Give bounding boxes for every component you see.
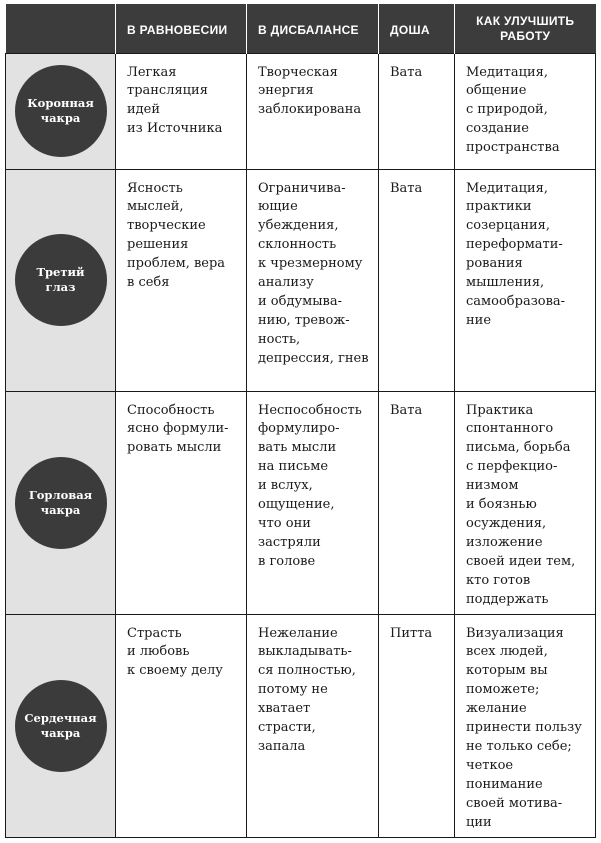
chakra-label-cell xyxy=(6,53,116,169)
table-row xyxy=(6,53,596,169)
table-row xyxy=(6,169,596,391)
header-improve: КАК УЛУЧШИТЬ РАБОТУ xyxy=(455,4,596,53)
improve-cell: Медитация, практики созерцания, переформати- рования мышления, самообразова- ние xyxy=(455,169,596,391)
header-row xyxy=(6,4,596,53)
balance-cell: Способность ясно формули- ровать мысли xyxy=(116,391,247,614)
header-chakra xyxy=(6,4,116,53)
imbalance-cell: Творческая энергия заблокирована xyxy=(247,53,379,169)
chakra-label-cell xyxy=(6,169,116,391)
header-imbalance: В ДИСБАЛАНСЕ xyxy=(247,4,379,53)
chakra-badge-crown: Коронная чакра xyxy=(15,65,107,157)
table-header xyxy=(6,4,596,53)
dosha-cell: Вата xyxy=(379,169,455,391)
header-balance: В РАВНОВЕСИИ xyxy=(116,4,247,53)
table-row xyxy=(6,391,596,614)
chakra-label-cell xyxy=(6,391,116,614)
chakra-badge-third-eye: Третий глаз xyxy=(15,234,107,326)
header-dosha: ДОША xyxy=(379,4,455,53)
balance-cell: Легкая трансляция идей из Источника xyxy=(116,53,247,169)
dosha-cell: Питта xyxy=(379,614,455,837)
chakra-badge-heart: Сердечная чакра xyxy=(15,680,107,772)
improve-cell: Визуализация всех людей, которым вы поможете; желание принести пользу не только себе; четкое понимание своей мотива- ции xyxy=(455,614,596,837)
table-row xyxy=(6,614,596,837)
dosha-cell: Вата xyxy=(379,391,455,614)
dosha-cell: Вата xyxy=(379,53,455,169)
table-body xyxy=(6,53,596,837)
balance-cell: Ясность мыслей, творческие решения проблем, вера в себя xyxy=(116,169,247,391)
imbalance-cell: Неспособность формулиро- вать мысли на письме и вслух, ощущение, что они застряли в голове xyxy=(247,391,379,614)
imbalance-cell: Ограничива- ющие убеждения, склонность к чрезмерному анализу и обдумыва- нию, тревож- ность, депрессия, гнев xyxy=(247,169,379,391)
chakra-table xyxy=(5,4,596,838)
imbalance-cell: Нежелание выкладывать- ся полностью, потому не хватает страсти, запала xyxy=(247,614,379,837)
balance-cell: Страсть и любовь к своему делу xyxy=(116,614,247,837)
improve-cell: Практика спонтанного письма, борьба с перфекцио- низмом и боязнью осуждения, изложение своей идеи тем, кто готов поддержать xyxy=(455,391,596,614)
improve-cell: Медитация, общение с природой, создание пространства xyxy=(455,53,596,169)
chakra-label-cell xyxy=(6,614,116,837)
chakra-badge-throat: Горловая чакра xyxy=(15,457,107,549)
